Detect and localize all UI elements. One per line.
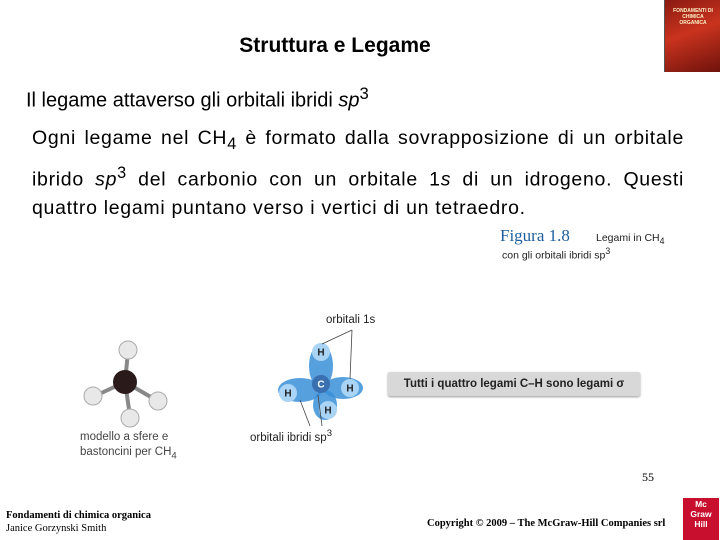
slide-title: Struttura e Legame (239, 34, 431, 57)
footer-book-info (6, 509, 151, 535)
figure-caption-line2: con gli orbitali ibridi $sp^3$ (502, 246, 611, 262)
footer-book-title: Fondamenti di chimica organica (6, 510, 151, 521)
footer-copyright: Copyright © 2009 – The McGraw-Hill Companies srl (427, 518, 666, 529)
label-orbitali-sp3: orbitali ibridi $sp^3$ (250, 428, 333, 444)
footer-author: Janice Gorzynski Smith (6, 523, 107, 534)
atom-h-right: H (346, 383, 354, 395)
slide-subtitle: Il legame attaverso gli orbitali ibridi $sp^3$ (26, 84, 369, 112)
figure-caption-line1: Legami in $CH_4$ (596, 232, 665, 247)
atom-h-left: H (284, 388, 292, 400)
mcgraw-hill-logo: Mc Graw Hill (683, 498, 719, 540)
page-number: 55 (642, 470, 654, 484)
book-cover-title: FONDAMENTI DI CHIMICA ORGANICA (673, 8, 713, 26)
atom-h-bottom: H (324, 405, 332, 417)
atom-h-top: H (317, 347, 325, 359)
figure-label: Figura 1.8 (500, 226, 570, 245)
atom-c: C (317, 379, 325, 391)
sigma-bond-callout: Tutti i quattro legami C–H sono legami σ (388, 372, 640, 396)
ball-and-stick-model (84, 341, 167, 427)
label-orbitali-1s: orbitali 1s (326, 314, 376, 326)
book-cover-image (664, 0, 720, 72)
body-paragraph: Ogni legame nel $CH_4$ è formato dalla sovrapposizione di un orbitale ibrido $sp^3$ del carbonio con un orbitale 1s di un idrogeno. Questi quattro legami puntano verso i vertici di un tetraedro. (32, 127, 685, 220)
ball-stick-caption: modello a sfere e bastoncini per $CH_4$ (80, 431, 177, 462)
